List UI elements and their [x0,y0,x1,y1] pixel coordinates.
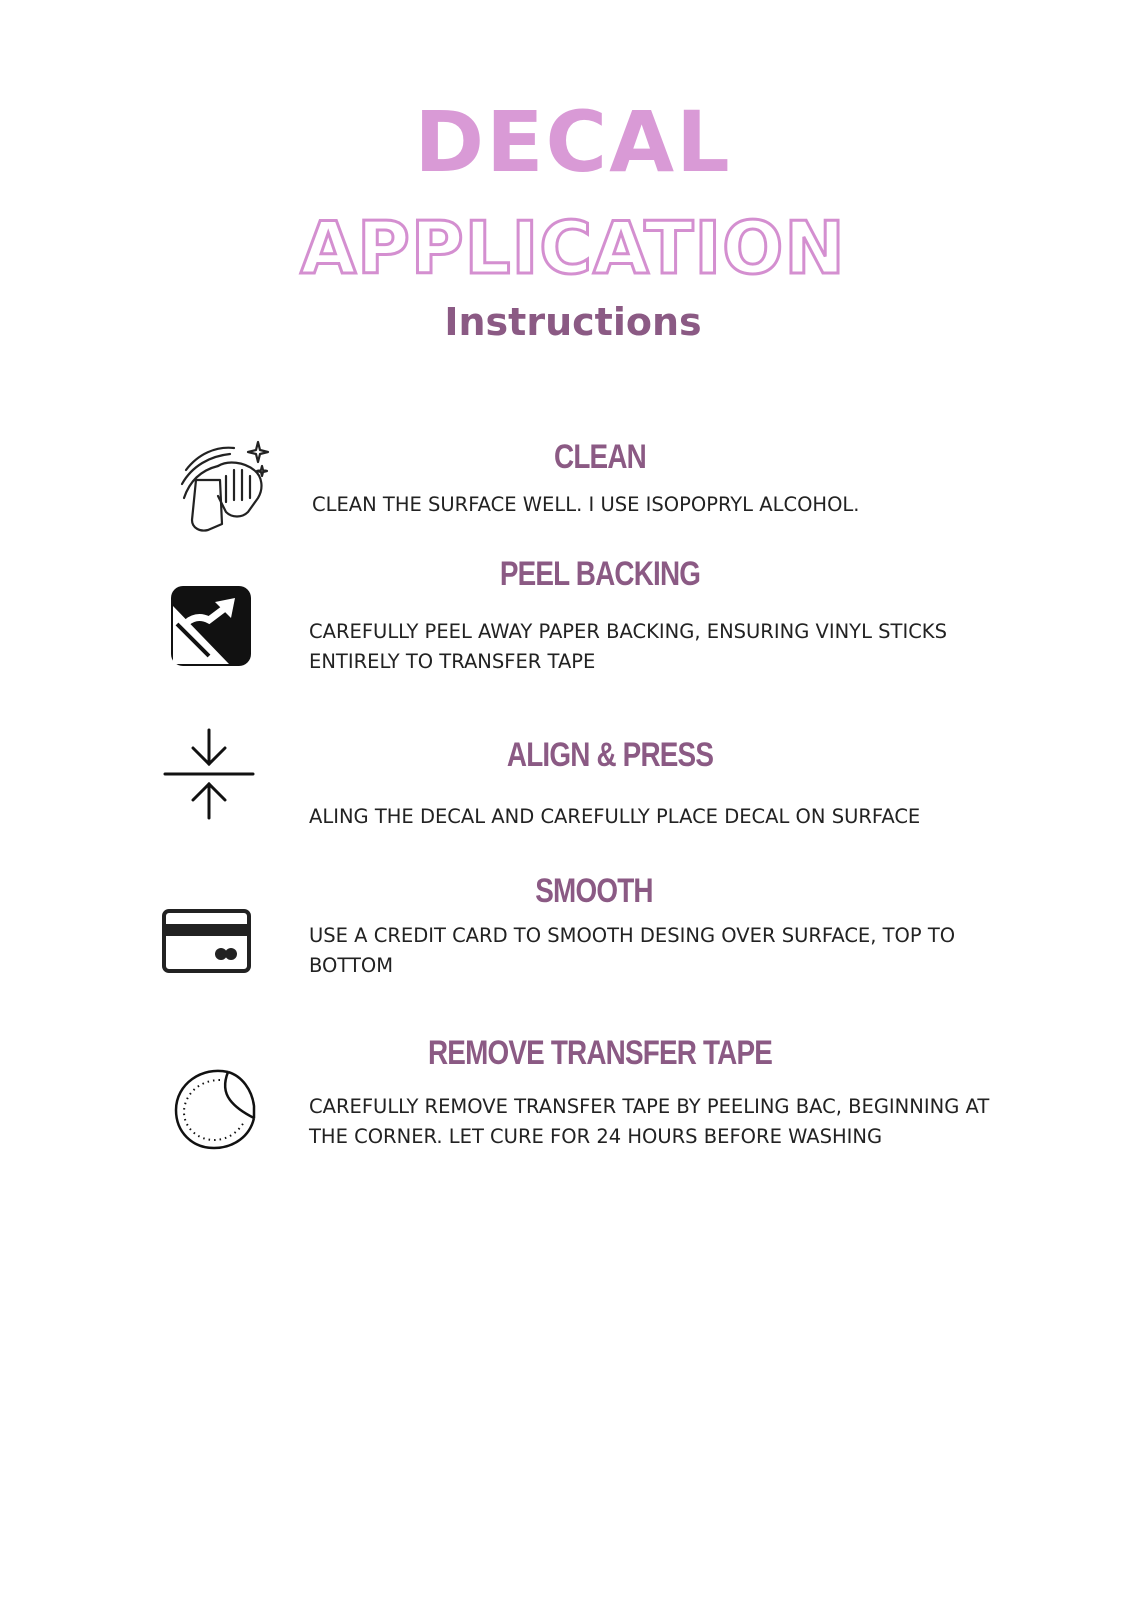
title-application: APPLICATION [300,206,846,290]
credit-card-icon [161,908,253,976]
sticker-peel-icon [172,1066,258,1152]
step-description-align-press: ALING THE DECAL AND CAREFULLY PLACE DECAL ON SURFACE [309,805,921,828]
hand-wipe-icon [178,432,273,537]
step-description-peel-backing: CAREFULLY PEEL AWAY PAPER BACKING, ENSURING VINYL STICKS ENTIRELY TO TRANSFER TAPE [309,620,947,673]
step-heading-clean: CLEAN [554,438,646,476]
subtitle-instructions: Instructions [444,300,702,344]
align-arrows-icon [163,728,255,820]
step-description-remove-transfer-tape: CAREFULLY REMOVE TRANSFER TAPE BY PEELING BAC, BEGINNING AT THE CORNER. LET CURE FOR 24 HOURS BEFORE WASHING [309,1095,990,1148]
step-heading-remove-transfer-tape: REMOVE TRANSFER TAPE [427,1034,772,1072]
title-decal: DECAL [414,93,732,191]
step-heading-smooth: SMOOTH [535,872,653,910]
step-description-clean: CLEAN THE SURFACE WELL. I USE ISOPOPRYL ALCOHOL. [312,493,860,516]
step-heading-peel-backing: PEEL BACKING [499,555,701,593]
step-description-smooth: USE A CREDIT CARD TO SMOOTH DESING OVER SURFACE, TOP TO BOTTOM [309,924,956,977]
step-heading-align-press: ALIGN & PRESS [506,736,714,774]
peel-arrow-icon [169,584,255,670]
